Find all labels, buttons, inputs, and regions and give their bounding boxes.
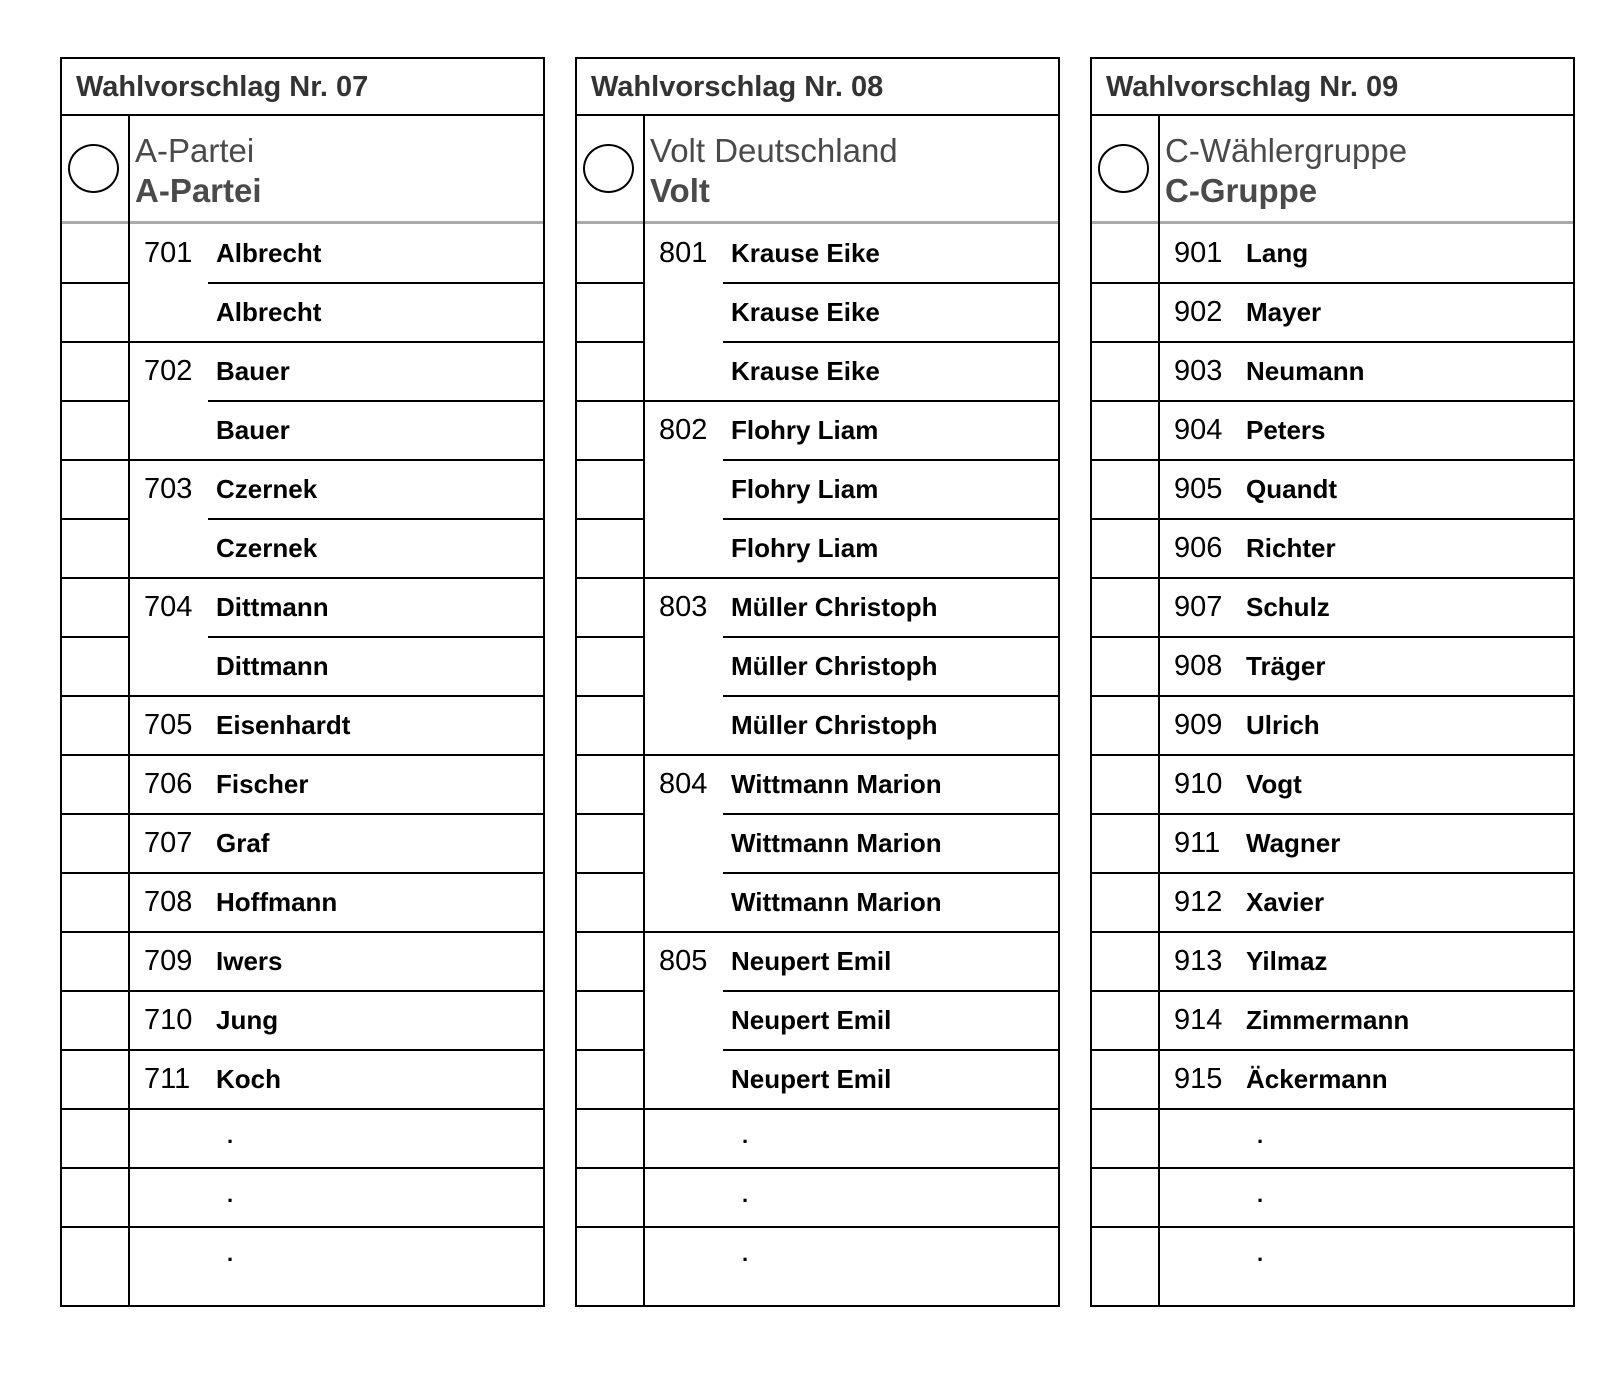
candidate-number: 708 [144,886,193,918]
candidate-vote-cell[interactable] [62,224,128,283]
party-name: Volt Deutschland [650,132,898,169]
candidate-vote-cell[interactable] [577,932,643,991]
candidate-number: 905 [1174,473,1223,505]
placeholder-row [130,1227,543,1286]
candidate-number: 910 [1174,768,1223,800]
candidate-name: Xavier [1246,887,1325,917]
candidate-number: 702 [144,355,193,387]
candidate-row[interactable] [645,460,1058,519]
candidate-name: Äckermann [1246,1064,1388,1094]
candidate-vote-cell[interactable] [62,814,128,873]
candidate-number: 803 [659,591,708,623]
candidate-vote-cell[interactable] [62,1168,128,1227]
candidate-name: Träger [1246,651,1326,681]
ballot-column-09 [1090,57,1575,1307]
placeholder-row [645,1168,1058,1227]
candidate-vote-cell[interactable] [62,932,128,991]
candidate-row[interactable] [130,283,543,342]
candidate-row[interactable] [645,1050,1058,1109]
candidate-row[interactable] [130,578,543,637]
placeholder-dot: . [1257,1123,1264,1148]
placeholder-dot: . [742,1123,749,1148]
candidate-name: Neupert Emil [731,1064,892,1094]
candidate-vote-cell[interactable] [577,991,643,1050]
candidate-number: 805 [659,945,708,977]
placeholder-dot: . [1257,1241,1264,1266]
candidate-number: 907 [1174,591,1223,623]
candidate-vote-cell[interactable] [62,460,128,519]
candidate-row[interactable] [130,755,543,814]
column-header: Wahlvorschlag Nr. 08 [577,59,1058,116]
candidate-number: 703 [144,473,193,505]
ballot-column-07 [60,57,545,1307]
candidate-number: 801 [659,237,708,269]
candidate-vote-cell[interactable] [577,873,643,932]
candidate-vote-cell[interactable] [577,755,643,814]
candidate-number: 906 [1174,532,1223,564]
placeholder-dot: . [742,1182,749,1207]
candidate-name: Wagner [1246,828,1341,858]
candidate-number: 704 [144,591,193,623]
candidate-name: Koch [216,1064,281,1094]
candidate-name: Krause Eike [731,297,880,327]
candidate-vote-cell[interactable] [1092,637,1158,696]
candidate-name: Flohry Liam [731,474,879,504]
candidate-row[interactable] [645,991,1058,1050]
candidate-name: Müller Christoph [731,710,938,740]
party-short-name: A-Partei [135,172,262,209]
placeholder-row [1160,1227,1573,1286]
candidate-vote-cell[interactable] [1092,342,1158,401]
placeholder-dot: . [227,1182,234,1207]
candidate-vote-cell[interactable] [1092,1050,1158,1109]
candidate-name: Peters [1246,415,1326,445]
candidate-name: Albrecht [216,297,322,327]
candidate-name: Czernek [216,474,318,504]
candidate-vote-cell[interactable] [1092,283,1158,342]
candidate-row[interactable] [645,873,1058,932]
candidate-vote-cell[interactable] [62,283,128,342]
placeholder-row [645,1109,1058,1168]
candidate-name: Albrecht [216,238,322,268]
candidate-vote-cell[interactable] [577,814,643,873]
candidate-row[interactable] [1160,460,1573,519]
candidate-vote-cell[interactable] [62,696,128,755]
candidate-row[interactable] [130,224,543,283]
candidate-number: 701 [144,237,193,269]
candidate-number: 710 [144,1004,193,1036]
candidate-vote-cell[interactable] [1092,814,1158,873]
candidate-number: 909 [1174,709,1223,741]
candidate-row[interactable] [1160,696,1573,755]
candidate-vote-cell[interactable] [1092,519,1158,578]
candidate-number: 915 [1174,1063,1223,1095]
candidate-row[interactable] [130,696,543,755]
candidate-row[interactable] [1160,932,1573,991]
candidate-name: Flohry Liam [731,533,879,563]
party-short-name: Volt [650,172,710,209]
candidate-row[interactable] [645,814,1058,873]
party-block [577,116,1058,224]
placeholder-dot: . [1257,1182,1264,1207]
candidate-name: Richter [1246,533,1336,563]
candidate-number: 908 [1174,650,1223,682]
candidate-number: 706 [144,768,193,800]
candidate-row[interactable] [130,519,543,578]
candidate-row[interactable] [1160,401,1573,460]
candidate-name: Wittmann Marion [731,769,942,799]
candidate-row[interactable] [130,932,543,991]
candidate-name: Neupert Emil [731,1005,892,1035]
candidate-number: 912 [1174,886,1223,918]
candidate-row[interactable] [130,637,543,696]
candidate-row[interactable] [1160,519,1573,578]
candidate-name: Müller Christoph [731,592,938,622]
candidate-vote-cell[interactable] [62,1109,128,1168]
candidate-name: Dittmann [216,592,329,622]
candidate-number: 904 [1174,414,1223,446]
candidate-vote-cell[interactable] [1092,460,1158,519]
candidate-row[interactable] [645,342,1058,401]
candidate-number: 901 [1174,237,1223,269]
candidate-name: Wittmann Marion [731,828,942,858]
candidate-row[interactable] [1160,814,1573,873]
candidate-row[interactable] [130,460,543,519]
candidate-name: Flohry Liam [731,415,879,445]
candidate-row[interactable] [645,696,1058,755]
candidate-number: 707 [144,827,193,859]
candidate-name: Bauer [216,415,290,445]
candidate-name: Lang [1246,238,1309,268]
candidate-vote-cell[interactable] [577,1168,643,1227]
candidate-name: Neupert Emil [731,946,892,976]
candidate-number: 804 [659,768,708,800]
candidate-row[interactable] [130,342,543,401]
placeholder-dot: . [227,1123,234,1148]
candidate-name: Müller Christoph [731,651,938,681]
candidate-number: 913 [1174,945,1223,977]
candidate-vote-cell[interactable] [577,637,643,696]
candidate-row[interactable] [645,637,1058,696]
candidate-row[interactable] [645,755,1058,814]
candidate-name: Zimmermann [1246,1005,1410,1035]
candidate-row[interactable] [645,578,1058,637]
party-name: C-Wählergruppe [1165,132,1408,169]
candidate-number: 711 [144,1063,191,1095]
candidate-vote-cell[interactable] [1092,1109,1158,1168]
candidate-name: Krause Eike [731,356,880,386]
candidate-vote-cell[interactable] [1092,991,1158,1050]
candidate-vote-cell[interactable] [577,1109,643,1168]
candidate-vote-cell[interactable] [1092,755,1158,814]
candidate-row[interactable] [1160,224,1573,283]
candidate-row[interactable] [1160,873,1573,932]
party-vote-circle[interactable] [1098,144,1149,193]
candidate-row[interactable] [1160,637,1573,696]
candidate-vote-cell[interactable] [62,578,128,637]
candidate-name: Czernek [216,533,318,563]
candidate-number: 914 [1174,1004,1223,1036]
candidate-name: Quandt [1246,474,1337,504]
candidate-vote-cell[interactable] [577,1050,643,1109]
candidate-vote-cell[interactable] [577,342,643,401]
candidate-name: Fischer [216,769,309,799]
candidate-vote-cell[interactable] [577,519,643,578]
candidate-vote-cell[interactable] [62,873,128,932]
ballot-column-08 [575,57,1060,1307]
candidate-vote-cell[interactable] [62,991,128,1050]
candidate-name: Krause Eike [731,238,880,268]
candidate-vote-cell[interactable] [1092,932,1158,991]
candidate-name: Mayer [1246,297,1322,327]
candidate-number: 705 [144,709,193,741]
candidate-number: 709 [144,945,193,977]
candidate-row[interactable] [1160,991,1573,1050]
candidate-vote-cell[interactable] [62,342,128,401]
candidate-row[interactable] [130,401,543,460]
candidate-vote-cell[interactable] [1092,873,1158,932]
candidate-number: 911 [1174,827,1221,859]
placeholder-row [130,1168,543,1227]
candidate-row[interactable] [645,401,1058,460]
candidate-row[interactable] [645,932,1058,991]
party-short-name: C-Gruppe [1165,172,1318,209]
candidate-number: 903 [1174,355,1223,387]
candidate-vote-cell[interactable] [577,460,643,519]
party-vote-circle[interactable] [583,144,634,193]
candidate-number: 902 [1174,296,1223,328]
candidate-number: 802 [659,414,708,446]
candidate-vote-cell[interactable] [1092,696,1158,755]
candidate-vote-cell[interactable] [1092,401,1158,460]
candidate-name: Hoffmann [216,887,338,917]
candidate-row[interactable] [645,224,1058,283]
candidate-name: Wittmann Marion [731,887,942,917]
candidate-vote-cell[interactable] [62,637,128,696]
party-block [62,116,543,224]
candidate-vote-cell[interactable] [1092,224,1158,283]
candidate-row[interactable] [645,519,1058,578]
candidate-row[interactable] [130,814,543,873]
column-header: Wahlvorschlag Nr. 09 [1092,59,1573,116]
candidate-vote-cell[interactable] [62,401,128,460]
candidate-name: Graf [216,828,270,858]
placeholder-row [130,1109,543,1168]
candidate-name: Schulz [1246,592,1330,622]
candidate-row[interactable] [130,1050,543,1109]
candidate-name: Vogt [1246,769,1302,799]
candidate-vote-cell[interactable] [1092,1227,1158,1286]
candidate-name: Ulrich [1246,710,1320,740]
candidate-vote-cell[interactable] [62,1227,128,1286]
candidate-vote-cell[interactable] [1092,578,1158,637]
candidate-row[interactable] [130,991,543,1050]
candidate-row[interactable] [1160,755,1573,814]
candidate-vote-cell[interactable] [577,696,643,755]
candidate-vote-cell[interactable] [62,519,128,578]
candidate-vote-cell[interactable] [62,1050,128,1109]
party-name: A-Partei [135,132,255,169]
candidate-vote-cell[interactable] [577,283,643,342]
placeholder-dot: . [742,1241,749,1266]
candidate-vote-cell[interactable] [577,224,643,283]
placeholder-dot: . [227,1241,234,1266]
candidate-row[interactable] [1160,283,1573,342]
column-header: Wahlvorschlag Nr. 07 [62,59,543,116]
candidate-row[interactable] [130,873,543,932]
party-vote-circle[interactable] [68,144,119,193]
candidate-vote-cell[interactable] [577,401,643,460]
candidate-row[interactable] [1160,1050,1573,1109]
candidate-vote-cell[interactable] [577,1227,643,1286]
candidate-row[interactable] [645,283,1058,342]
candidate-vote-cell[interactable] [577,578,643,637]
candidate-name: Neumann [1246,356,1365,386]
party-block [1092,116,1573,224]
placeholder-row [645,1227,1058,1286]
candidate-row[interactable] [1160,342,1573,401]
candidate-name: Yilmaz [1246,946,1328,976]
placeholder-row [1160,1168,1573,1227]
candidate-vote-cell[interactable] [62,755,128,814]
candidate-name: Dittmann [216,651,329,681]
candidate-row[interactable] [1160,578,1573,637]
placeholder-row [1160,1109,1573,1168]
candidate-name: Iwers [216,946,283,976]
candidate-name: Jung [216,1005,279,1035]
candidate-name: Eisenhardt [216,710,351,740]
candidate-vote-cell[interactable] [1092,1168,1158,1227]
candidate-name: Bauer [216,356,290,386]
